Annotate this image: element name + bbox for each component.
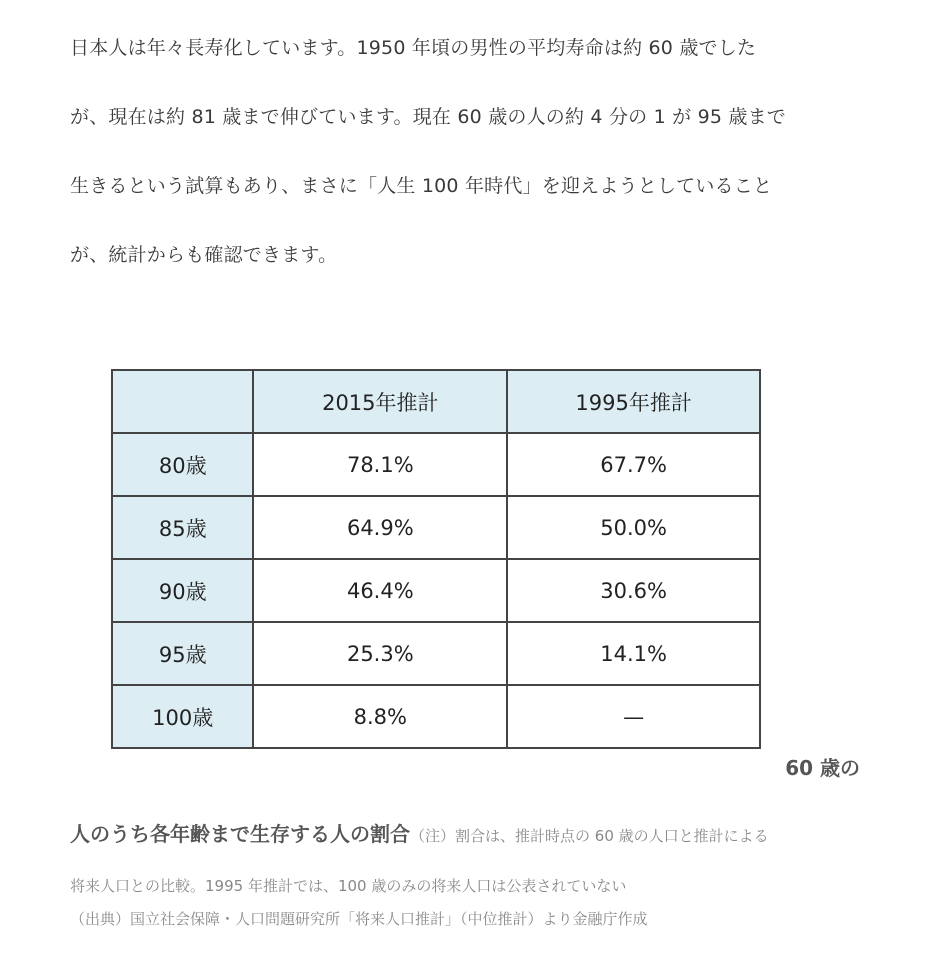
header-corner-cell xyxy=(112,370,253,433)
caption-note-line2: 将来人口との比較。1995 年推計では、100 歳のみの将来人口は公表されていない xyxy=(70,877,627,895)
value-2015-cell: 8.8% xyxy=(253,685,507,748)
caption-source: （出典）国立社会保障・人口問題研究所「将来人口推計」（中位推計）より金融庁作成 xyxy=(70,910,648,928)
header-2015-estimate: 2015年推計 xyxy=(253,370,507,433)
age-cell: 100歳 xyxy=(112,685,253,748)
age-cell: 95歳 xyxy=(112,622,253,685)
paragraph-line: 日本人は年々長寿化しています。1950 年頃の男性の平均寿命は約 60 歳でした xyxy=(70,37,757,59)
paragraph-line: が、現在は約 81 歳まで伸びています。現在 60 歳の人の約 4 分の 1 が 95 歳まで xyxy=(70,106,786,128)
age-cell: 80歳 xyxy=(112,433,253,496)
paragraph-line: 生きるという試算もあり、まさに「人生 100 年時代」を迎えようとしていること xyxy=(70,175,773,197)
age-cell: 85歳 xyxy=(112,496,253,559)
survival-rate-table xyxy=(111,369,761,749)
table-row xyxy=(112,496,760,559)
value-2015-cell: 46.4% xyxy=(253,559,507,622)
value-2015-cell: 78.1% xyxy=(253,433,507,496)
survival-rate-table-container xyxy=(111,369,761,747)
value-2015-cell: 64.9% xyxy=(253,496,507,559)
value-1995-cell: 67.7% xyxy=(507,433,760,496)
value-1995-cell: 30.6% xyxy=(507,559,760,622)
intro-paragraph xyxy=(70,14,870,290)
caption-title-line xyxy=(70,818,769,847)
age-cell: 90歳 xyxy=(112,559,253,622)
table-row xyxy=(112,685,760,748)
caption-title-part2: 人のうち各年齢まで生存する人の割合 xyxy=(70,822,410,846)
value-2015-cell: 25.3% xyxy=(253,622,507,685)
value-1995-cell: — xyxy=(507,685,760,748)
table-row xyxy=(112,622,760,685)
paragraph-line: が、統計からも確認できます。 xyxy=(70,244,338,266)
caption-title-part1: 60 歳の xyxy=(785,756,860,780)
value-1995-cell: 50.0% xyxy=(507,496,760,559)
table-row xyxy=(112,559,760,622)
table-row xyxy=(112,433,760,496)
header-1995-estimate: 1995年推計 xyxy=(507,370,760,433)
caption-note-line1: （注）割合は、推計時点の 60 歳の人口と推計による xyxy=(410,827,769,845)
value-1995-cell: 14.1% xyxy=(507,622,760,685)
table-header-row xyxy=(112,370,760,433)
